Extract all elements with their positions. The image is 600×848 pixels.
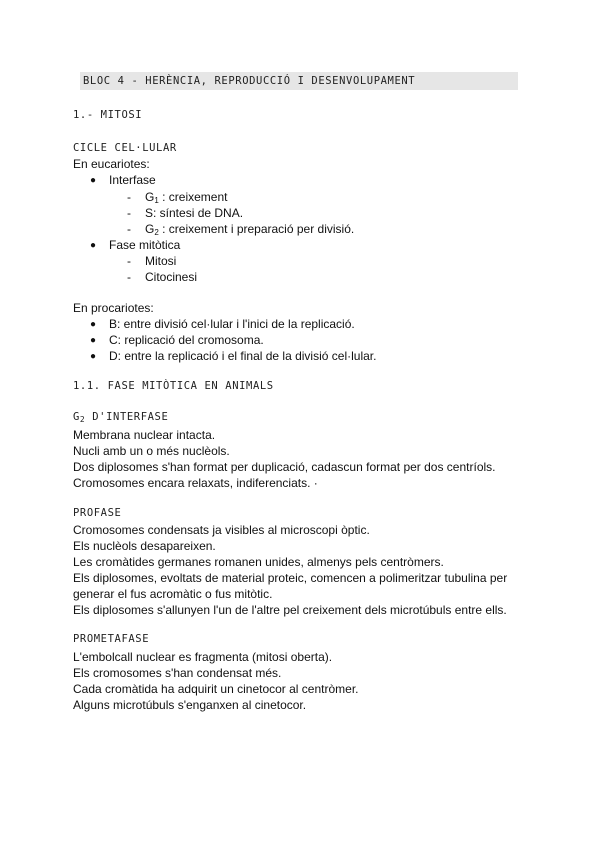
paragraph-line: Les cromàtides germanes romanen unides, almenys pels centròmers. (73, 555, 444, 569)
page-title: BLOC 4 - HERÈNCIA, REPRODUCCIÓ I DESENVOLUPAMENT (80, 72, 518, 90)
paragraph-line: Cromosomes encara relaxats, indiferenciats. · (73, 476, 318, 490)
bullet-icon: ● (90, 351, 97, 362)
list-item-fase-mitotica: Fase mitòtica (109, 238, 181, 252)
section-heading-fase-mitotica: 1.1. FASE MITÒTICA EN ANIMALS (73, 380, 274, 392)
bullet-icon: ● (90, 175, 97, 186)
paragraph-line: Els nuclèols desapareixen. (73, 539, 216, 553)
paragraph-line: Cromosomes condensats ja visibles al microscopi òptic. (73, 523, 370, 537)
paragraph-line: Els diplosomes s'allunyen l'un de l'altre pel creixement dels microtúbuls entre ells. (73, 603, 507, 617)
g2-text: : creixement i preparació per divisió. (158, 222, 355, 236)
section-heading-mitosi: 1.- MITOSI (73, 109, 143, 121)
paragraph-line: L'embolcall nuclear es fragmenta (mitosi oberta). (73, 650, 333, 664)
list-item-proc-d: D: entre la replicació i el final de la divisió cel·lular. (109, 349, 377, 363)
list-item-s: S: síntesi de DNA. (145, 206, 244, 220)
paragraph-line: Dos diplosomes s'han format per duplicació, cadascun format per dos centríols. (73, 460, 496, 474)
g2-subscript: 2 (154, 228, 159, 237)
bullet-icon: ● (90, 240, 97, 251)
heading-prometafase: PROMETAFASE (73, 633, 150, 645)
dash-icon: - (127, 190, 131, 204)
heading-subscript: 2 (79, 415, 86, 424)
list-item-citocinesi: Citocinesi (145, 270, 198, 284)
paragraph-line: Cada cromàtida ha adquirit un cinetocor al centròmer. (73, 682, 359, 696)
eucariotes-label: En eucariotes: (73, 157, 150, 171)
g1-text: : creixement (158, 190, 228, 204)
heading-rest: D'INTERFASE (85, 411, 169, 423)
bullet-icon: ● (90, 335, 97, 346)
list-item-proc-b: B: entre divisió cel·lular i l'inici de la replicació. (109, 317, 355, 331)
bullet-icon: ● (90, 319, 97, 330)
list-item-proc-c: C: replicació del cromosoma. (109, 333, 264, 347)
paragraph-line: Nucli amb un o més nuclèols. (73, 444, 230, 458)
heading-cicle-cellular: CICLE CEL·LULAR (73, 142, 177, 154)
dash-icon: - (127, 254, 131, 268)
g1-subscript: 1 (154, 196, 159, 205)
dash-icon: - (127, 206, 131, 220)
dash-icon: - (127, 222, 131, 236)
heading-profase: PROFASE (73, 507, 122, 519)
paragraph-line: Alguns microtúbuls s'enganxen al cinetocor. (73, 698, 307, 712)
g1-label: G (145, 190, 155, 204)
paragraph-line: Membrana nuclear intacta. (73, 428, 216, 442)
paragraph-line: Els cromosomes s'han condensat més. (73, 666, 282, 680)
procariotes-label: En procariotes: (73, 301, 154, 315)
paragraph-line: generar el fus acromàtic o fus mitòtic. (73, 587, 273, 601)
heading-g: G (73, 411, 80, 423)
list-item-mitosi: Mitosi (145, 254, 177, 268)
list-item-interfase: Interfase (109, 173, 156, 187)
heading-g2-interfase (73, 411, 168, 424)
g2-label: G (145, 222, 155, 236)
paragraph-line: Els diplosomes, evoltats de material proteic, comencen a polimeritzar tubulina per (73, 571, 508, 585)
dash-icon: - (127, 270, 131, 284)
